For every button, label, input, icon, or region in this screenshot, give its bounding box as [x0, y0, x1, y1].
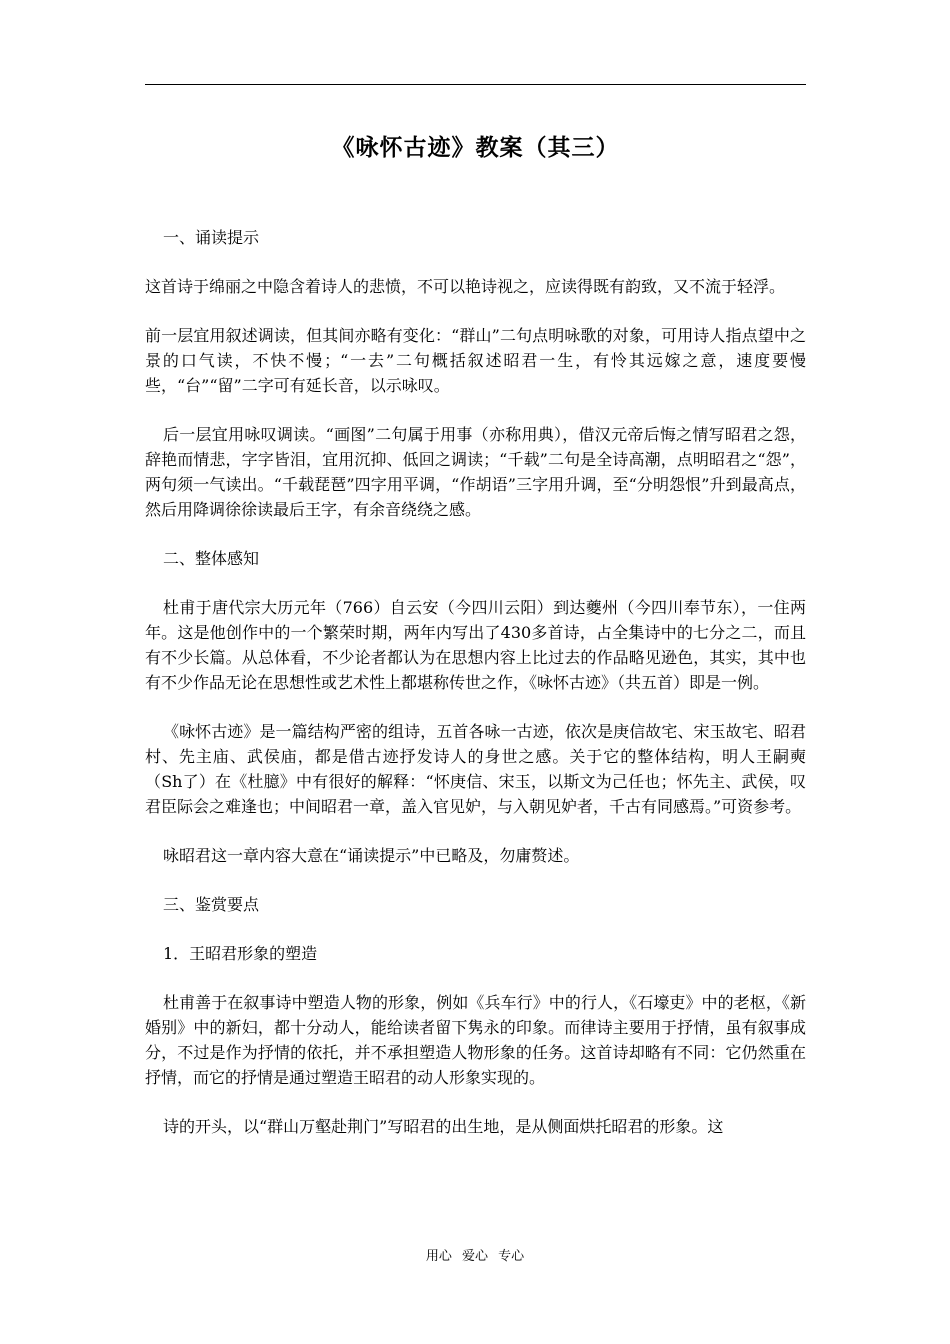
document-title: 《咏怀古迹》教案（其三） — [331, 134, 620, 161]
paragraph: 杜甫于唐代宗大历元年（766）自云安（今四川云阳）到达夔州（今四川奉节东），一住两年。这是他创作中的一个繁荣时期，两年内写出了430多首诗，占全集诗中的七分之二，而且有不少长篇。从总体看，不少论者都认为在思想内容上比过去的作品略见逊色，其实，其中也有不少作品无论在思想性或艺术性上都堪称传世之作，《咏怀古迹》（共五首）即是一例。 — [145, 598, 806, 692]
paragraph: 前一层宜用叙述调读，但其间亦略有变化：“群山”二句点明咏歌的对象，可用诗人指点望中之景的口气读，不快不慢；“一去”二句概括叙述昭君一生，有怜其远嫁之意，速度要慢些，“台”“留”二字可有延长音，以示咏叹。 — [145, 326, 806, 395]
page-footer: 用心 爱心 专心 — [425, 1249, 525, 1264]
paragraph: 杜甫善于在叙事诗中塑造人物的形象，例如《兵车行》中的行人，《石壕吏》中的老枢，《新婚别》中的新妇，都十分动人，能给读者留下隽永的印象。而律诗主要用于抒情，虽有叙事成分，不过是作为抒情的依托，并不承担塑造人物形象的任务。这首诗却略有不同：它仍然重在抒情，而它的抒情是通过塑造王昭君的动人形象实现的。 — [145, 993, 806, 1087]
section-heading: 三、鉴赏要点 — [163, 895, 260, 914]
paragraph: 这首诗于绵丽之中隐含着诗人的悲愤，不可以艳诗视之，应读得既有韵致，又不流于轻浮。 — [145, 277, 786, 296]
paragraph: 《咏怀古迹》是一篇结构严密的组诗，五首各咏一古迹，依次是庚信故宅、宋玉故宅、昭君村、先主庙、武侯庙，都是借古迹抒发诗人的身世之感。关于它的整体结构，明人王嗣奭（Sh了）在《杜臆》中有很好的解释：“怀庚信、宋玉，以斯文为己任也；怀先主、武侯，叹君臣际会之难逢也；中间昭君一章，盖入官见妒，与入朝见妒者，千古有同感焉。”可资参考。 — [145, 722, 806, 816]
subsection-heading: 1．王昭君形象的塑造 — [163, 944, 318, 963]
header-rule — [145, 84, 806, 85]
section-heading: 二、整体感知 — [163, 549, 260, 568]
document-body — [145, 225, 806, 1163]
paragraph: 后一层宜用咏叹调读。“画图”二句属于用事（亦称用典），借汉元帝后悔之情写昭君之怨，辞艳而情悲，字字皆泪，宜用沉抑、低回之调读；“千载”二句是全诗高潮，点明昭君之“怨”，两句须一气读出。“千载琵琶”四字用平调，“作胡语”三字用升调，至“分明怨恨”升到最高点，然后用降调徐徐读最后王字，有余音绕绕之感。 — [145, 425, 806, 519]
paragraph: 诗的开头，以“群山万壑赴荆门”写昭君的出生地，是从侧面烘托昭君的形象。这 — [163, 1117, 724, 1136]
section-heading: 一、诵读提示 — [163, 228, 260, 247]
paragraph: 咏昭君这一章内容大意在“诵读提示”中已略及，勿庸赘述。 — [163, 846, 580, 865]
